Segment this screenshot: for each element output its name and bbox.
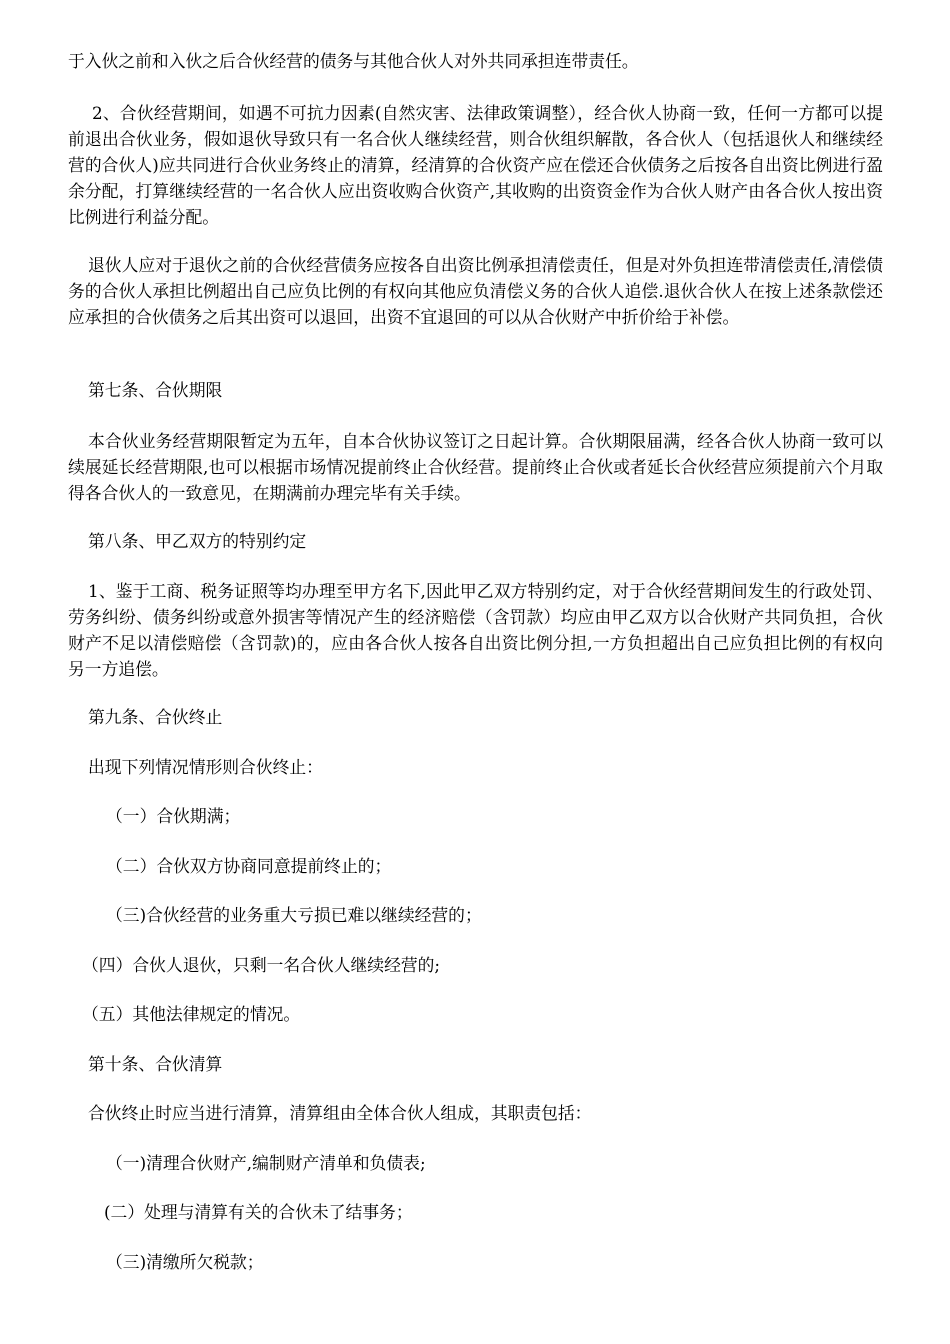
list-item: （一）合伙期满； — [106, 806, 241, 826]
article-8-heading: 第八条、甲乙双方的特别约定 — [88, 531, 307, 551]
article-10-heading: 第十条、合伙清算 — [88, 1054, 223, 1074]
list-item: （四）合伙人退伙，只剩一名合伙人继续经营的; — [82, 955, 441, 975]
article-7-body: 本合伙业务经营期限暂定为五年，自本合伙协议签订之日起计算。合伙期限届满，经各合伙人协商一致可以续展延长经营期限,也可以根据市场情况提前终止合伙经营。提前终止合伙或者延长合伙经营应须提前六个月取得各合伙人的一致意见，在期满前办理完毕有关手续。 — [68, 431, 883, 503]
article-7-heading: 第七条、合伙期限 — [88, 380, 223, 400]
list-item: （三)清缴所欠税款； — [106, 1252, 264, 1272]
list-item: （二）合伙双方协商同意提前终止的； — [106, 856, 392, 876]
list-item: (二）处理与清算有关的合伙未了结事务； — [104, 1202, 413, 1222]
list-item: （三)合伙经营的业务重大亏损已难以继续经营的； — [106, 905, 482, 925]
paragraph-intro: 于入伙之前和入伙之后合伙经营的债务与其他合伙人对外共同承担连带责任。 — [68, 51, 639, 71]
paragraph-withdrawal-liability: 退伙人应对于退伙之前的合伙经营债务应按各自出资比例承担清偿责任，但是对外负担连带清偿责任,清偿债务的合伙人承担比例超出自己应负比例的有权向其他应负清偿义务的合伙人追偿.退伙合伙人在按上述条款偿还应承担的合伙债务之后其出资可以退回，出资不宜退回的可以从合伙财产中折价给于补偿。 — [68, 255, 883, 327]
article-9-lead: 出现下列情况情形则合伙终止： — [88, 757, 323, 777]
list-item: （五）其他法律规定的情况。 — [82, 1004, 301, 1024]
article-9-heading: 第九条、合伙终止 — [88, 707, 223, 727]
paragraph-withdrawal-clause-2: 2、合伙经营期间，如遇不可抗力因素(自然灾害、法律政策调整），经合伙人协商一致，任何一方都可以提前退出合伙业务，假如退伙导致只有一名合伙人继续经营，则合伙组织解散，各合伙人（包括退伙人和继续经营的合伙人)应共同进行合伙业务终止的清算，经清算的合伙资产应在偿还合伙债务之后按各自出资比例进行盈余分配，打算继续经营的一名合伙人应出资收购合伙资产,其收购的出资资金作为合伙人财产由各合伙人按出资比例进行利益分配。 — [68, 103, 883, 227]
list-item: （一)清理合伙财产,编制财产清单和负债表; — [106, 1153, 426, 1173]
article-8-body: 1、鉴于工商、税务证照等均办理至甲方名下,因此甲乙双方特别约定，对于合伙经营期间发生的行政处罚、劳务纠纷、债务纠纷或意外损害等情况产生的经济赔偿（含罚款）均应由甲乙双方以合伙财产共同负担，合伙财产不足以清偿赔偿（含罚款)的，应由各合伙人按各自出资比例分担,一方负担超出自己应负担比例的有权向另一方追偿。 — [68, 581, 883, 679]
article-10-lead: 合伙终止时应当进行清算，清算组由全体合伙人组成，其职责包括： — [88, 1103, 592, 1123]
